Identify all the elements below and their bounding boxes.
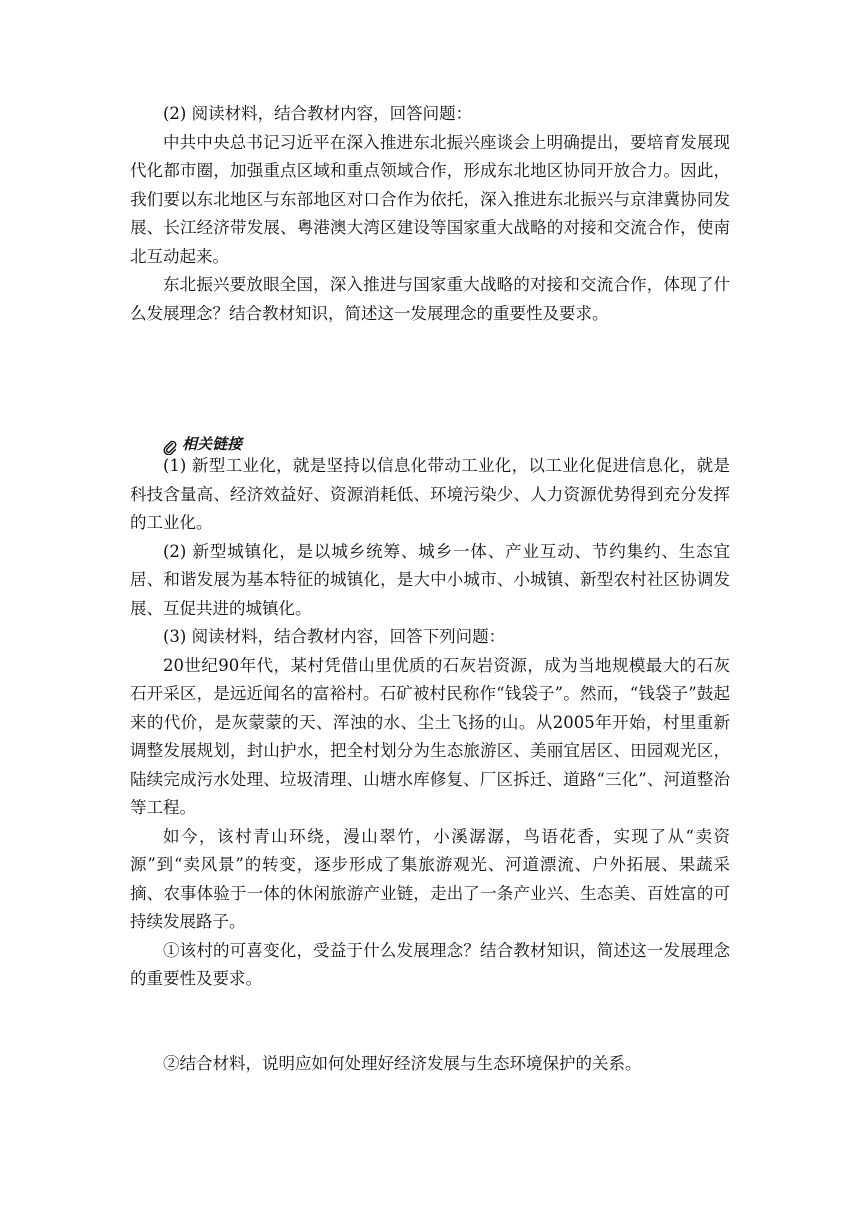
question-text: 东北振兴要放眼全国，深入推进与国家重大战略的对接和交流合作，体现了什么发展理念？结合教材知识，简述这一发展理念的重要性及要求。 (130, 275, 730, 323)
related-links-section (130, 452, 730, 994)
question-text: ②结合材料，说明应如何处理好经济发展与生态环境保护的关系。 (163, 1054, 642, 1073)
definition-item: (1) 新型工业化，就是坚持以信息化带动工业化，以工业化促进信息化，就是科技含量高、经济效益好、资源消耗低、环境污染少、人力资源优势得到充分发挥的工业化。 (130, 456, 730, 532)
paperclip-icon (162, 436, 178, 452)
question-2-section (130, 100, 730, 328)
related-links-title: 相关链接 (182, 435, 243, 453)
question-heading: (3) 阅读材料，结合教材内容，回答下列问题： (163, 627, 506, 646)
definition-item: (2) 新型城镇化，是以城乡统筹、城乡一体、产业互动、节约集约、生态宜居、和谐发展为基本特征的城镇化，是大中小城市、小城镇、新型农村社区协调发展、互促共进的城镇化。 (130, 541, 730, 618)
material-paragraph: 20世纪90年代，某村凭借山里优质的石灰岩资源，成为当地规模最大的石灰石开采区，是远近闻名的富裕村。石矿被村民称作“钱袋子”。然而，“钱袋子”鼓起来的代价，是灰蒙蒙的天、浑浊的水、尘土飞扬的山。从2005年开始，村里重新调整发展规划，封山护水，把全村划分为生态旅游区、美丽宜居区、田园观光区，陆续完成污水处理、垃圾清理、山塘水库修复、厂区拆迁、道路“三化”、河道整治等工程。 (130, 655, 730, 817)
question-text: ①该村的可喜变化，受益于什么发展理念？结合教材知识，简述这一发展理念的重要性及要求。 (130, 940, 730, 988)
material-paragraph: 中共中央总书记习近平在深入推进东北振兴座谈会上明确提出，要培育发展现代化都市圈，加强重点区域和重点领域合作，形成东北地区协同开放合力。因此，我们要以东北地区与东部地区对口合作为依托，深入推进东北振兴与京津冀协同发展、长江经济带发展、粤港澳大湾区建设等国家重大战略的对接和交流合作，使南北互动起来。 (130, 132, 730, 266)
question-heading: (2) 阅读材料，结合教材内容，回答问题： (163, 104, 473, 123)
material-paragraph: 如今，该村青山环绕，漫山翠竹，小溪潺潺，鸟语花香，实现了从“卖资源”到“卖风景”的转变，逐步形成了集旅游观光、河道漂流、户外拓展、果蔬采摘、农事体验于一体的休闲旅游产业链，走出了一条产业兴、生态美、百姓富的可持续发展路子。 (130, 826, 730, 931)
